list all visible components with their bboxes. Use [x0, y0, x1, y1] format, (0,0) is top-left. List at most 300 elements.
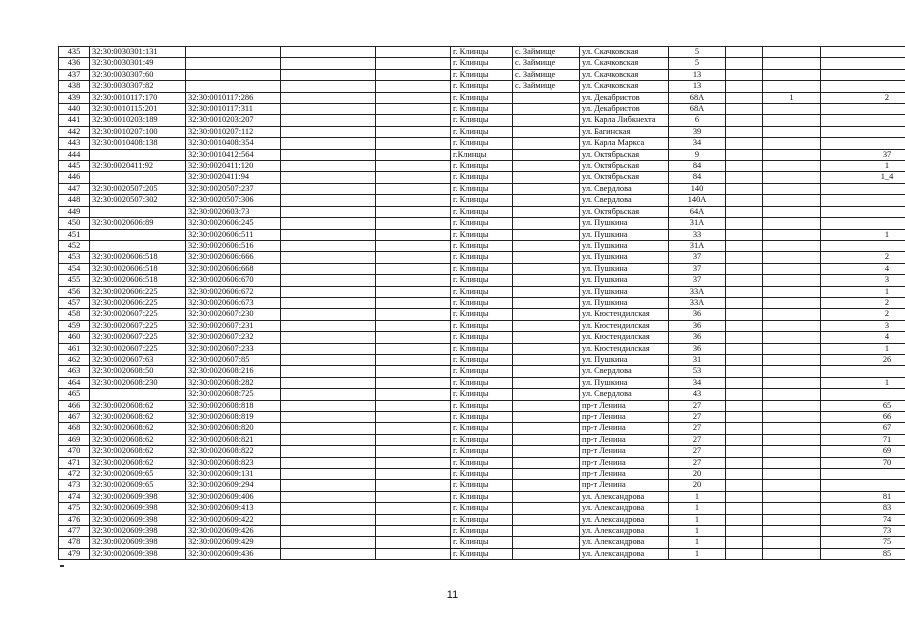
- empty-cell: [281, 503, 376, 514]
- cadastral-number-parcel: 32:30:0020606:89: [90, 218, 186, 229]
- row-number: 479: [59, 548, 90, 559]
- apartment-number-cell: 26: [821, 354, 905, 365]
- row-number: 454: [59, 263, 90, 274]
- city-cell: г. Клинцы: [451, 548, 513, 559]
- empty-cell: [376, 252, 451, 263]
- empty-cell: [726, 309, 763, 320]
- empty-cell: [281, 161, 376, 172]
- document-page: [58, 46, 894, 560]
- table-row: [59, 526, 905, 537]
- row-number: 464: [59, 377, 90, 388]
- house-number-cell: 1: [669, 503, 726, 514]
- cadastral-number-object: 32:30:0010408:354: [186, 138, 281, 149]
- street-cell: ул. Карла Маркса: [580, 138, 669, 149]
- table-row: [59, 332, 905, 343]
- row-number: 449: [59, 206, 90, 217]
- apartment-number-cell: [821, 104, 905, 115]
- count-cell: [763, 548, 821, 559]
- empty-cell: [281, 400, 376, 411]
- apartment-number-cell: 2: [821, 92, 905, 103]
- cadastral-number-object: [186, 69, 281, 80]
- count-cell: [763, 526, 821, 537]
- empty-cell: [281, 263, 376, 274]
- apartment-number-cell: 71: [821, 434, 905, 445]
- cadastral-number-parcel: 32:30:0020608:230: [90, 377, 186, 388]
- row-number: 443: [59, 138, 90, 149]
- cadastral-number-parcel: 32:30:0020607:225: [90, 332, 186, 343]
- row-number: 445: [59, 161, 90, 172]
- house-number-cell: 1: [669, 526, 726, 537]
- table-row: [59, 149, 905, 160]
- empty-cell: [281, 354, 376, 365]
- apartment-number-cell: 73: [821, 526, 905, 537]
- settlement-cell: с. Займище: [513, 81, 580, 92]
- cadastral-number-parcel: 32:30:0020608:62: [90, 434, 186, 445]
- empty-cell: [281, 548, 376, 559]
- house-number-cell: 36: [669, 320, 726, 331]
- cadastral-number-object: 32:30:0020411:120: [186, 161, 281, 172]
- cadastral-number-parcel: 32:30:0020609:65: [90, 469, 186, 480]
- city-cell: г. Клинцы: [451, 115, 513, 126]
- empty-cell: [376, 149, 451, 160]
- apartment-number-cell: [821, 138, 905, 149]
- settlement-cell: [513, 252, 580, 263]
- street-cell: ул. Александрова: [580, 537, 669, 548]
- house-number-cell: 68А: [669, 104, 726, 115]
- apartment-number-cell: [821, 183, 905, 194]
- count-cell: [763, 195, 821, 206]
- settlement-cell: [513, 297, 580, 308]
- settlement-cell: [513, 263, 580, 274]
- empty-cell: [281, 286, 376, 297]
- table-row: [59, 309, 905, 320]
- cadastral-number-parcel: [90, 240, 186, 251]
- count-cell: [763, 423, 821, 434]
- settlement-cell: [513, 183, 580, 194]
- apartment-number-cell: 1: [821, 286, 905, 297]
- cadastral-number-parcel: [90, 172, 186, 183]
- empty-cell: [376, 480, 451, 491]
- apartment-number-cell: 1: [821, 377, 905, 388]
- empty-cell: [726, 252, 763, 263]
- table-row: [59, 343, 905, 354]
- street-cell: ул. Пушкина: [580, 263, 669, 274]
- apartment-number-cell: 1: [821, 343, 905, 354]
- empty-cell: [281, 297, 376, 308]
- cadastral-number-parcel: 32:30:0020507:205: [90, 183, 186, 194]
- empty-cell: [281, 537, 376, 548]
- cadastral-number-object: 32:30:0020606:511: [186, 229, 281, 240]
- street-cell: пр-т Ленина: [580, 457, 669, 468]
- empty-cell: [281, 92, 376, 103]
- settlement-cell: [513, 503, 580, 514]
- count-cell: [763, 400, 821, 411]
- empty-cell: [726, 81, 763, 92]
- empty-cell: [726, 412, 763, 423]
- cadastral-number-parcel: 32:30:0010117:170: [90, 92, 186, 103]
- cadastral-number-parcel: 32:30:0020411:92: [90, 161, 186, 172]
- apartment-number-cell: 3: [821, 275, 905, 286]
- house-number-cell: 140А: [669, 195, 726, 206]
- empty-cell: [281, 366, 376, 377]
- empty-cell: [726, 47, 763, 58]
- apartment-number-cell: 65: [821, 400, 905, 411]
- house-number-cell: 20: [669, 469, 726, 480]
- row-number: 471: [59, 457, 90, 468]
- settlement-cell: [513, 92, 580, 103]
- table-row: [59, 354, 905, 365]
- street-cell: ул. Октябрьская: [580, 161, 669, 172]
- empty-cell: [376, 81, 451, 92]
- city-cell: г. Клинцы: [451, 446, 513, 457]
- cadastral-number-object: 32:30:0020609:294: [186, 480, 281, 491]
- apartment-number-cell: 1: [821, 229, 905, 240]
- apartment-number-cell: 81: [821, 491, 905, 502]
- row-number: 477: [59, 526, 90, 537]
- count-cell: [763, 354, 821, 365]
- street-cell: ул. Кюстендилская: [580, 332, 669, 343]
- row-number: 475: [59, 503, 90, 514]
- empty-cell: [281, 446, 376, 457]
- empty-cell: [726, 206, 763, 217]
- empty-cell: [726, 377, 763, 388]
- city-cell: г. Клинцы: [451, 343, 513, 354]
- row-number: 460: [59, 332, 90, 343]
- table-row: [59, 47, 905, 58]
- city-cell: г. Клинцы: [451, 104, 513, 115]
- street-cell: пр-т Ленина: [580, 400, 669, 411]
- cadastral-number-object: 32:30:0020607:232: [186, 332, 281, 343]
- count-cell: [763, 343, 821, 354]
- cadastral-number-object: 32:30:0010203:207: [186, 115, 281, 126]
- settlement-cell: [513, 412, 580, 423]
- table-row: [59, 434, 905, 445]
- city-cell: г. Клинцы: [451, 377, 513, 388]
- city-cell: г. Клинцы: [451, 206, 513, 217]
- city-cell: г. Клинцы: [451, 218, 513, 229]
- row-number: 472: [59, 469, 90, 480]
- row-number: 446: [59, 172, 90, 183]
- count-cell: [763, 469, 821, 480]
- house-number-cell: 1: [669, 548, 726, 559]
- apartment-number-cell: [821, 81, 905, 92]
- apartment-number-cell: 4: [821, 263, 905, 274]
- empty-cell: [376, 297, 451, 308]
- apartment-number-cell: 3: [821, 320, 905, 331]
- table-row: [59, 275, 905, 286]
- count-cell: [763, 514, 821, 525]
- settlement-cell: [513, 343, 580, 354]
- house-number-cell: 33А: [669, 286, 726, 297]
- cadastral-number-parcel: 32:30:0020609:398: [90, 503, 186, 514]
- row-number: 476: [59, 514, 90, 525]
- house-number-cell: 140: [669, 183, 726, 194]
- house-number-cell: 43: [669, 389, 726, 400]
- count-cell: [763, 240, 821, 251]
- table-row: [59, 297, 905, 308]
- cadastral-number-object: 32:30:0020608:822: [186, 446, 281, 457]
- empty-cell: [726, 138, 763, 149]
- empty-cell: [726, 229, 763, 240]
- row-number: 436: [59, 58, 90, 69]
- scan-artifact-mark: [60, 565, 64, 567]
- row-number: 444: [59, 149, 90, 160]
- cadastral-number-parcel: 32:30:0010408:138: [90, 138, 186, 149]
- empty-cell: [726, 126, 763, 137]
- cadastral-number-object: 32:30:0020607:231: [186, 320, 281, 331]
- empty-cell: [376, 206, 451, 217]
- city-cell: г. Клинцы: [451, 252, 513, 263]
- cadastral-number-parcel: 32:30:0020608:62: [90, 412, 186, 423]
- apartment-number-cell: [821, 469, 905, 480]
- street-cell: ул. Скачковская: [580, 69, 669, 80]
- apartment-number-cell: [821, 58, 905, 69]
- count-cell: [763, 126, 821, 137]
- table-row: [59, 138, 905, 149]
- city-cell: г. Клинцы: [451, 457, 513, 468]
- empty-cell: [376, 548, 451, 559]
- cadastral-number-object: 32:30:0020606:666: [186, 252, 281, 263]
- empty-cell: [281, 69, 376, 80]
- street-cell: ул. Скачковская: [580, 81, 669, 92]
- street-cell: ул. Пушкина: [580, 354, 669, 365]
- count-cell: [763, 297, 821, 308]
- house-number-cell: 37: [669, 263, 726, 274]
- row-number: 438: [59, 81, 90, 92]
- cadastral-number-object: 32:30:0020507:306: [186, 195, 281, 206]
- settlement-cell: [513, 286, 580, 297]
- empty-cell: [726, 480, 763, 491]
- empty-cell: [281, 195, 376, 206]
- cadastral-number-object: 32:30:0020609:436: [186, 548, 281, 559]
- empty-cell: [376, 126, 451, 137]
- apartment-number-cell: 74: [821, 514, 905, 525]
- settlement-cell: [513, 377, 580, 388]
- cadastral-number-parcel: 32:30:0020609:398: [90, 526, 186, 537]
- city-cell: г. Клинцы: [451, 480, 513, 491]
- street-cell: ул. Октябрьская: [580, 206, 669, 217]
- row-number: 466: [59, 400, 90, 411]
- apartment-number-cell: 4: [821, 332, 905, 343]
- settlement-cell: [513, 400, 580, 411]
- empty-cell: [726, 457, 763, 468]
- table-row: [59, 252, 905, 263]
- row-number: 439: [59, 92, 90, 103]
- apartment-number-cell: 69: [821, 446, 905, 457]
- house-number-cell: 84: [669, 172, 726, 183]
- house-number-cell: 33А: [669, 297, 726, 308]
- settlement-cell: [513, 138, 580, 149]
- street-cell: ул. Багинская: [580, 126, 669, 137]
- cadastral-number-object: 32:30:0020507:237: [186, 183, 281, 194]
- city-cell: г. Клинцы: [451, 69, 513, 80]
- row-number: 447: [59, 183, 90, 194]
- cadastral-number-parcel: 32:30:0010207:100: [90, 126, 186, 137]
- street-cell: ул. Александрова: [580, 491, 669, 502]
- city-cell: г. Клинцы: [451, 92, 513, 103]
- cadastral-number-parcel: 32:30:0020606:225: [90, 286, 186, 297]
- empty-cell: [281, 457, 376, 468]
- settlement-cell: [513, 434, 580, 445]
- house-number-cell: 37: [669, 252, 726, 263]
- empty-cell: [726, 354, 763, 365]
- city-cell: г. Клинцы: [451, 286, 513, 297]
- cadastral-number-object: 32:30:0020608:821: [186, 434, 281, 445]
- street-cell: ул. Скачковская: [580, 58, 669, 69]
- house-number-cell: 64А: [669, 206, 726, 217]
- house-number-cell: 53: [669, 366, 726, 377]
- street-cell: ул. Карла Либкнехта: [580, 115, 669, 126]
- settlement-cell: [513, 126, 580, 137]
- cadastral-number-object: 32:30:0010117:311: [186, 104, 281, 115]
- table-row: [59, 172, 905, 183]
- cadastral-number-object: 32:30:0020608:725: [186, 389, 281, 400]
- page-number: 11: [446, 589, 459, 601]
- count-cell: [763, 47, 821, 58]
- cadastral-number-object: 32:30:0020606:672: [186, 286, 281, 297]
- count-cell: [763, 104, 821, 115]
- row-number: 448: [59, 195, 90, 206]
- settlement-cell: [513, 195, 580, 206]
- cadastral-number-object: 32:30:0020603:73: [186, 206, 281, 217]
- table-row: [59, 206, 905, 217]
- empty-cell: [726, 548, 763, 559]
- cadastral-number-parcel: 32:30:0020608:62: [90, 423, 186, 434]
- empty-cell: [376, 138, 451, 149]
- row-number: 453: [59, 252, 90, 263]
- table-row: [59, 263, 905, 274]
- cadastral-number-object: 32:30:0020608:818: [186, 400, 281, 411]
- empty-cell: [376, 92, 451, 103]
- empty-cell: [281, 252, 376, 263]
- city-cell: г. Клинцы: [451, 389, 513, 400]
- street-cell: ул. Пушкина: [580, 286, 669, 297]
- count-cell: [763, 309, 821, 320]
- empty-cell: [726, 526, 763, 537]
- empty-cell: [376, 343, 451, 354]
- cadastral-number-object: 32:30:0020609:426: [186, 526, 281, 537]
- empty-cell: [376, 389, 451, 400]
- empty-cell: [281, 206, 376, 217]
- empty-cell: [376, 526, 451, 537]
- empty-cell: [726, 92, 763, 103]
- settlement-cell: [513, 491, 580, 502]
- empty-cell: [726, 343, 763, 354]
- settlement-cell: [513, 104, 580, 115]
- house-number-cell: 36: [669, 332, 726, 343]
- row-number: 455: [59, 275, 90, 286]
- count-cell: [763, 183, 821, 194]
- city-cell: г. Клинцы: [451, 263, 513, 274]
- street-cell: пр-т Ленина: [580, 412, 669, 423]
- row-number: 474: [59, 491, 90, 502]
- empty-cell: [376, 195, 451, 206]
- empty-cell: [281, 172, 376, 183]
- empty-cell: [281, 526, 376, 537]
- empty-cell: [376, 172, 451, 183]
- street-cell: ул. Пушкина: [580, 229, 669, 240]
- cadastral-number-parcel: 32:30:0020609:65: [90, 480, 186, 491]
- table-row: [59, 446, 905, 457]
- house-number-cell: 5: [669, 47, 726, 58]
- settlement-cell: [513, 457, 580, 468]
- table-row: [59, 320, 905, 331]
- house-number-cell: 27: [669, 400, 726, 411]
- row-number: 465: [59, 389, 90, 400]
- empty-cell: [726, 389, 763, 400]
- city-cell: г. Клинцы: [451, 469, 513, 480]
- house-number-cell: 37: [669, 275, 726, 286]
- house-number-cell: 27: [669, 457, 726, 468]
- city-cell: г. Клинцы: [451, 195, 513, 206]
- count-cell: [763, 491, 821, 502]
- cadastral-number-parcel: 32:30:0020608:62: [90, 400, 186, 411]
- empty-cell: [281, 149, 376, 160]
- street-cell: ул. Пушкина: [580, 297, 669, 308]
- house-number-cell: 31А: [669, 240, 726, 251]
- street-cell: ул. Пушкина: [580, 218, 669, 229]
- cadastral-number-parcel: 32:30:0010115:201: [90, 104, 186, 115]
- cadastral-number-parcel: 32:30:0010203:189: [90, 115, 186, 126]
- settlement-cell: [513, 526, 580, 537]
- table-row: [59, 457, 905, 468]
- empty-cell: [726, 434, 763, 445]
- empty-cell: [726, 446, 763, 457]
- count-cell: [763, 149, 821, 160]
- house-number-cell: 1: [669, 491, 726, 502]
- cadastral-number-object: 32:30:0020609:131: [186, 469, 281, 480]
- settlement-cell: [513, 218, 580, 229]
- city-cell: г. Клинцы: [451, 58, 513, 69]
- street-cell: пр-т Ленина: [580, 480, 669, 491]
- table-row: [59, 514, 905, 525]
- empty-cell: [376, 514, 451, 525]
- cadastral-number-object: 32:30:0020607:233: [186, 343, 281, 354]
- count-cell: [763, 81, 821, 92]
- empty-cell: [376, 400, 451, 411]
- row-number: 456: [59, 286, 90, 297]
- empty-cell: [281, 434, 376, 445]
- apartment-number-cell: 67: [821, 423, 905, 434]
- table-row: [59, 69, 905, 80]
- count-cell: [763, 229, 821, 240]
- row-number: 459: [59, 320, 90, 331]
- street-cell: ул. Свердлова: [580, 183, 669, 194]
- street-cell: ул. Пушкина: [580, 252, 669, 263]
- city-cell: г. Клинцы: [451, 434, 513, 445]
- apartment-number-cell: 1: [821, 161, 905, 172]
- house-number-cell: 1: [669, 514, 726, 525]
- cadastral-number-parcel: 32:30:0030307:82: [90, 81, 186, 92]
- row-number: 473: [59, 480, 90, 491]
- cadastral-number-parcel: 32:30:0020606:518: [90, 263, 186, 274]
- empty-cell: [281, 320, 376, 331]
- city-cell: г. Клинцы: [451, 526, 513, 537]
- settlement-cell: [513, 332, 580, 343]
- row-number: 463: [59, 366, 90, 377]
- empty-cell: [281, 58, 376, 69]
- empty-cell: [376, 434, 451, 445]
- cadastral-number-object: [186, 81, 281, 92]
- count-cell: [763, 434, 821, 445]
- settlement-cell: [513, 423, 580, 434]
- city-cell: г. Клинцы: [451, 81, 513, 92]
- table-row: [59, 81, 905, 92]
- table-row: [59, 195, 905, 206]
- settlement-cell: [513, 480, 580, 491]
- row-number: 469: [59, 434, 90, 445]
- settlement-cell: [513, 275, 580, 286]
